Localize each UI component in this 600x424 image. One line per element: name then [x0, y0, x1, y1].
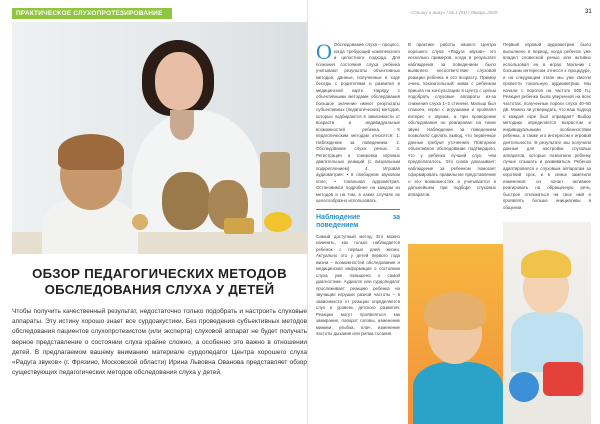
article-title — [12, 266, 307, 298]
toy-ball — [509, 372, 539, 402]
child-hair — [424, 292, 486, 330]
text-column-2 — [408, 42, 496, 198]
toy-duck — [264, 212, 292, 232]
drop-cap: О — [316, 39, 332, 64]
intro-text: Обследование слуха – процесс, когда требующий комплексного и целостного подхода. Для познания состояния слуха ребенка учитывают результаты объективных методов, данные, полученные в ходе беседы с родителями и развития в медицинской карте. Наряду с объективными методами обследования большое значение имеют результаты субъективных (педагогических) методов, которые подбираются в зависимости от возраста и индивидуальных возможностей ребенка. К педагогическим методам относятся: 1. Наблюдение за поведением. 2. Обследование слуха речью. 3. Регистрация и тонировка игровых двигательных реакций (с визуальным подкреплением). 4. Игровая аудиометрия: • в свободном звуковом поле; • тональная аудиометрия. Остановимся подробнее на каждом из методов и на том, в каких случаях их целесообразно использовать. — [316, 42, 400, 203]
column-text: В практике работы нашего Центра хорошего слуха «Радуга звуков» это несколько примеров, когда в результате наблюдения за поведением было выявлено несоответствие слуховой реакции ребенка и его возрасту. Пример очень показательный: мама с ребенком пришла на консультацию в Центр с целью подобрать слуховые аппараты из-за снижения слуха 1–2 степени. Малыш был спокоен, играл с игрушками и проявлял интерес к звукам, а при проведении обследования он реагировал на тихие звуки. Наблюдение за поведением позволило сделать вывод, что первичные данные требуют уточнения. Повторное объективное обследование подтвердило, что у ребенка лучший слух, чем предполагалось. Это снова доказывает: наблюдение за ребенком помогает сформировать правильное представление о его возможностях и учитывается в дальнейшем при подборе слуховых аппаратов. — [408, 42, 496, 197]
title-line-1: ОБЗОР ПЕДАГОГИЧЕСКИХ МЕТОДОВ — [32, 266, 287, 281]
text-column-1 — [316, 39, 400, 338]
article-lead — [12, 307, 307, 378]
toy-drum — [260, 152, 290, 188]
issue-meta: «Слышу и вижу» / № 1 (91) / Январь 2020 — [410, 10, 498, 15]
toy — [543, 362, 583, 396]
section-tag-label: ПРАКТИЧЕСКОЕ СЛУХОПРОТЕЗИРОВАНИЕ — [16, 10, 163, 17]
column-text: Самый доступный метод. Его можно начинать, как только наблюдается ребенок с первых дней жизни. Актуально это у детей первого года жизни – возможностей обследования и медицинская информация о состоянии слуха уже повышена о самой диагностике. Аудиолог или сурдопедагог прослеживает реакцию ребенка на звучащие игрушки разной частоты – в зависимости от реакции определяется слух и уровень детского развития. Реакции могут проявляться как замирание, поворот головы, изменение мимики, улыбка, плач, изменение частоты дыхания или ритма сосания. — [316, 233, 400, 336]
child-shirt — [413, 362, 503, 424]
toy-box — [224, 218, 254, 234]
page-gutter — [307, 0, 308, 424]
subheading: Наблюдение за поведением — [316, 213, 400, 229]
teddy-bear — [162, 172, 210, 230]
toy-bell — [132, 214, 148, 230]
text-column-3 — [503, 42, 591, 220]
child-photo-2 — [503, 222, 591, 424]
page-number: 31 — [585, 9, 592, 15]
child-hat — [521, 250, 571, 278]
section-tag — [12, 8, 172, 19]
title-line-2: ОБСЛЕДОВАНИЯ СЛУХА У ДЕТЕЙ — [44, 282, 275, 297]
woman-face — [155, 52, 203, 110]
rule — [316, 209, 400, 210]
column-text: Первый игровой аудиометрии было выполнено в период, когда ребенок уже владел словесной речью или активно использовал ее в играх. Мальчик с большим интересом отнесся к процедуре, и на следующем этапе мы уже смогли провести тональную аудиометрию. Мы начали с порогов на частоте 500 Гц. Реакция ребенка была уверенной на всех частотах, полученные пороги слуха 40–50 дБ. Можно ли утверждать, что наш подход к каждой игре был оправдан? Выбор методики определяется возрастом и индивидуальными особенностями ребенка, а также его интересом к игровой деятельности. В результате мы получили данные для настройки слуховых аппаратов, которые позволили ребенку лучше слышать и развиваться. Ребенок адаптировался к слуховым аппаратам за короткий срок, и в семье заметили изменения: он начал активнее реагировать на обращенную речь, быстрее откликаться на свое имя и проявлять больше инициативы в общении. — [503, 42, 591, 210]
main-photo — [12, 22, 307, 254]
lead-paragraph: Чтобы получить качественный результат, недостаточно только подобрать и настроить слуховые аппараты. Эту истину хорошо знает все сурдоакустики. Без проведения субъективных методов обследования пациентов слухопротезистом (или эксперта) слуховой аппарат не будет получать верное представление о состоянии слуха крайне сложно, а особенно это важно в отношении детей. В предлагаемом вашему вниманию материале сурдопедагог Центра хорошего слуха «Радуга звуков» (г. Фрязино, Московской области) Ирина Львовна Ованова представляет обзор существующих педагогических методов обследования слуха у детей. — [12, 308, 307, 377]
child-photo-1 — [408, 244, 503, 424]
boy-hair — [58, 134, 124, 170]
